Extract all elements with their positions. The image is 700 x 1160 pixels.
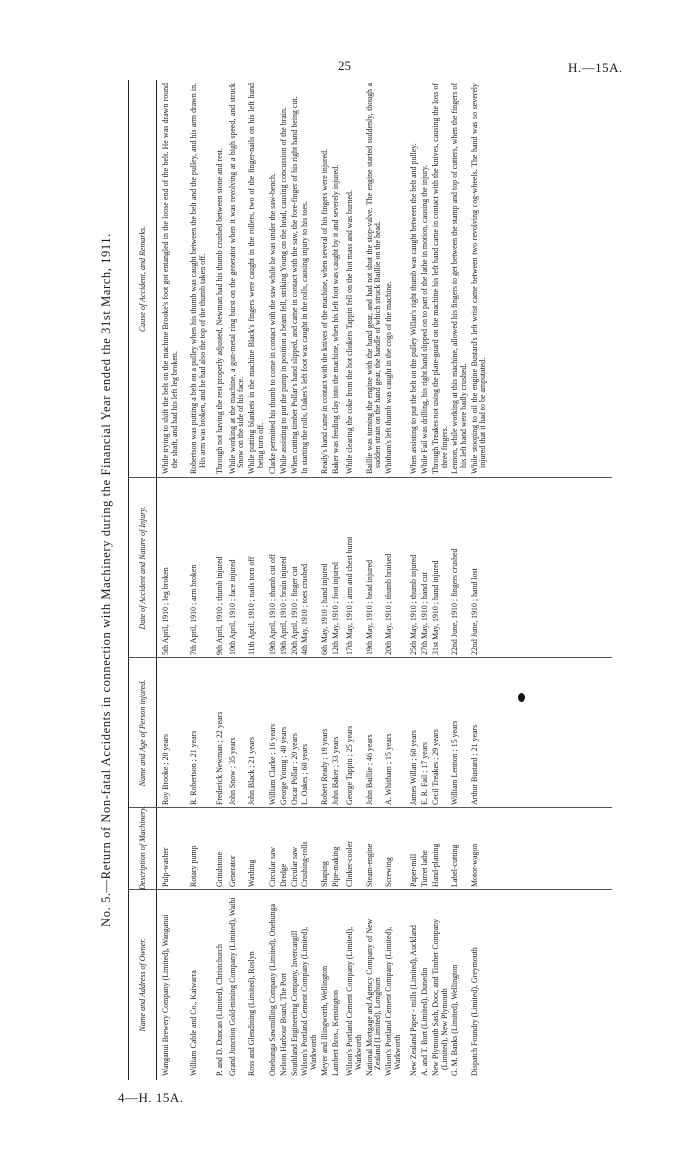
table-row <box>432 80 449 1080</box>
table-row <box>421 80 430 1080</box>
cause-cell: While clearing the coke from the hot clinkers Tappin fell on the hot mass and was burned. <box>345 190 355 474</box>
owner-cell: New Plymouth Sash, Door, and Timber Company (Limited), New Plymouth <box>430 918 449 1076</box>
document-code: H.—15A. <box>568 60 623 75</box>
table-row <box>321 80 330 1080</box>
person-cell: William Lennon ; 15 years <box>450 720 460 805</box>
date-injury-cell: 19th April, 1910 ; thumb cut off <box>268 554 278 655</box>
date-injury-cell: 22nd June, 1910 ; hand lost <box>469 568 479 655</box>
table-row <box>280 80 289 1080</box>
machinery-cell: Steam-engine <box>364 843 374 887</box>
rotated-table <box>92 80 612 1080</box>
machinery-cell: Turret lathe <box>420 850 430 887</box>
machinery-cell: Generator <box>227 855 237 887</box>
owner-cell: A. and T. Burt (Limited), Dunedin <box>420 967 430 1076</box>
person-cell: Cecil Treakes ; 29 years <box>430 729 440 805</box>
person-cell: E. R. Fail ; 17 years <box>420 742 430 805</box>
column-header-date-injury: Date of Accident and Nature of Injury. <box>138 506 147 630</box>
owner-cell: Lambert Bros., Kensington <box>330 990 340 1076</box>
table-title: No. 5.—Return of Non-fatal Accidents in connection with Machinery during the Financial Year ended the 31st March, 1911. <box>99 233 113 927</box>
column-header-cause: Cause of Accident, and Remarks. <box>138 225 147 333</box>
table-row <box>451 80 468 1080</box>
machinery-cell: Screwing <box>384 857 394 887</box>
date-injury-cell: 5th April, 1910 ; leg broken <box>161 567 170 655</box>
date-injury-cell: 10th April, 1910 ; face injured <box>227 559 237 655</box>
date-injury-cell: 9th April, 1910 ; thumb injured <box>214 556 224 655</box>
date-injury-cell: 4th May, 1910 ; toes crushed <box>300 563 310 655</box>
person-cell: William Clarke ; 16 years <box>268 723 278 805</box>
date-injury-cell: 12th May, 1910 ; foot injured <box>330 562 340 655</box>
person-cell: George Young ; 40 years <box>279 726 289 805</box>
date-injury-cell: 6th May, 1910 ; hand injured <box>319 563 329 655</box>
table-row <box>410 80 419 1080</box>
owner-cell: Meyer and Illingworth, Wellington <box>319 965 329 1076</box>
table-body <box>162 80 494 1080</box>
machinery-cell: Washing <box>246 859 256 887</box>
person-cell: John Black ; 21 years <box>246 737 256 805</box>
owner-cell: Onehunga Sawmilling Company (Limited), Onehunga <box>268 903 278 1076</box>
machinery-cell: Crushing-rolls <box>300 841 310 887</box>
date-injury-cell: 25th May, 1910 ; thumb injured <box>409 554 419 655</box>
owner-cell: Southland Engineering Company, Invercargill <box>289 930 299 1076</box>
date-injury-cell: 19th May, 1910 ; head injured <box>364 559 374 655</box>
machinery-cell: Paper-mill <box>409 853 419 887</box>
owner-cell: Wilson's Portland Cement Company (Limited), Warkworth <box>345 926 363 1076</box>
machinery-cell: Label-cutting <box>450 844 460 887</box>
person-cell: Oscar Pollar ; 20 years <box>289 733 299 805</box>
person-cell: Frederick Newman ; 22 years <box>214 711 224 805</box>
date-injury-cell: 20th May, 1910 ; thumb bruised <box>384 553 394 655</box>
machinery-cell: Grindstone <box>214 851 224 887</box>
date-injury-cell: 7th April, 1910 ; arm broken <box>189 564 199 655</box>
top-rule <box>128 80 129 1080</box>
person-cell: A. Whitham ; 15 years <box>384 733 394 805</box>
column-header-person: Name and Age of Person injured. <box>138 679 147 787</box>
owner-cell: G. M. Banks (Limited), Wellington <box>450 964 460 1076</box>
person-cell: John Baker ; 33 years <box>330 736 340 805</box>
person-cell: Arthur Bustard ; 21 years <box>469 724 479 805</box>
machinery-cell: Pipe-making <box>330 846 340 887</box>
machinery-cell: Circular saw <box>268 846 278 887</box>
person-cell: Robert Ready ; 19 years <box>319 728 329 805</box>
machinery-cell: Clinker-cooler <box>345 841 355 887</box>
owner-cell: P. and D. Duncan (Limited), Christchurch <box>214 944 224 1076</box>
cause-cell: While stooping to oil the engine Bustard's left wrist came between two revolving cog-wheels. The hand was so severely injured that it had to be amputated. <box>469 83 488 474</box>
table-row <box>301 80 318 1080</box>
person-cell: L. Oakes ; 60 years <box>300 743 310 805</box>
machinery-cell: Shaping <box>319 861 329 887</box>
owner-cell: Wilson's Portland Cement Company (Limited), Warkworth <box>300 926 319 1076</box>
header-rule <box>156 80 157 1080</box>
cause-cell: When cutting timber Pollar's hand slipped, and came in contact with the saw, the fore-finger of his right hand being cut. <box>289 96 299 474</box>
page-number: 25 <box>338 58 351 73</box>
date-injury-cell: 27th May, 1910 ; hand cut <box>420 572 430 655</box>
machinery-cell: Dredge <box>279 863 289 887</box>
cause-cell: While assisting to put the pump in position a beam fell, striking Young on the head, causing concussion of the brain. <box>279 107 289 474</box>
person-cell: R. Robertson ; 21 years <box>189 730 199 805</box>
table-row <box>346 80 363 1080</box>
owner-cell: Grand Junction Gold-mining Company (Limited), Waihi <box>227 897 237 1076</box>
machinery-cell: Pulp-washer <box>161 847 170 887</box>
table-row <box>269 80 278 1080</box>
date-injury-cell: 22nd June, 1910 ; fingers crushed <box>450 548 460 655</box>
date-injury-cell: 31st May, 1910 ; hand injured <box>430 560 440 655</box>
column-header-machinery: Description of Machinery. <box>138 805 147 890</box>
table-row <box>190 80 207 1080</box>
table-row <box>229 80 246 1080</box>
date-injury-cell: 11th April, 1910 ; nails torn off <box>246 556 256 655</box>
machinery-cell: Motor-wagon <box>469 843 479 887</box>
owner-cell: Wanganui Brewery Company (Limited), Wanganui <box>161 914 170 1076</box>
cause-cell: Through Treakes not using the plate-guard on the machine his left hand came in contact with the knives, causing the loss of three fingers. <box>430 83 449 474</box>
cause-cell: In starting the rolls, Oakes's left foot was caught in the rolls, causing injury to his toes. <box>300 201 310 474</box>
cause-cell: Ready's hand came in contact with the knives of the machine, when several of his fingers were injured. <box>319 148 329 474</box>
column-header-owner: Name and Address of Owner. <box>138 938 147 1032</box>
person-cell: Roy Brooke ; 20 years <box>161 733 170 805</box>
cause-cell: Baker was feeding clay into the machine, when his left foot was caught by it and severely injured. <box>330 164 340 474</box>
machinery-cell: Circular saw <box>289 846 299 887</box>
person-cell: James Willan ; 60 years <box>409 730 419 805</box>
owner-cell: Dispatch Foundry (Limited), Greymouth <box>469 947 479 1076</box>
cause-cell: Through not having the rest properly adjusted, Newman had his thumb crushed between stone and rest. <box>214 148 224 474</box>
machinery-cell: Rotary pump <box>189 845 199 887</box>
cause-cell: While trying to shift the belt on the machine Brooke's foot got entangled in the loose end of the belt. He was drawn round the shaft, and had his left leg broken. <box>161 83 179 474</box>
cause-cell: Lennon, while working at this machine, allowed his fingers to get between the stamp and top of cutters, when the fingers of his left hand were badly crushed. <box>450 83 468 474</box>
cause-cell: Robertson was putting a belt on a pulley when his thumb was caught between the belt and the pulley, and his arm drawn in. His arm was broken, and he had also the top of the thumb taken off. <box>189 83 208 474</box>
cause-cell: While working at the machine, a gun-metal ring burst on the generator when it was revolving at a high speed, and struck Snow on the side of his face. <box>227 83 246 474</box>
person-cell: John Baillie ; 46 years <box>364 734 374 805</box>
person-cell: John Snow ; 35 years <box>227 737 237 805</box>
table-row <box>216 80 225 1080</box>
cause-cell: Whitham's left thumb was caught in the cogs of the machine. <box>384 281 394 474</box>
owner-cell: National Mortgage and Agency Company of New Zealand (Limited), Longburn <box>364 918 383 1076</box>
owner-cell: New Zealand Paper - mills (Limited), Auckland <box>409 925 419 1076</box>
date-injury-cell: 17th May, 1910 ; arm and chest burnt <box>345 536 355 655</box>
cause-cell: While Fail was drilling, his right hand slipped on to part of the lathe in motion, causing the injury. <box>420 164 430 474</box>
owner-cell: Nelson Harbour Board, The Port <box>279 972 289 1076</box>
cause-cell: When assisting to put the belt on the pulley Willan's right thumb was caught between the belt and pulley. <box>409 143 419 474</box>
owner-cell: Wilson's Portland Cement Company (Limited), Warkworth <box>384 926 402 1076</box>
machinery-cell: Hand-planing <box>430 843 440 887</box>
table-row <box>248 80 265 1080</box>
table-row <box>162 80 179 1080</box>
person-cell: George Tappin ; 25 years <box>345 725 355 805</box>
owner-cell: William Cable and Co., Kaiwarra <box>189 970 199 1076</box>
table-row <box>366 80 383 1080</box>
date-injury-cell: 20th April, 1910 ; finger cut <box>289 566 299 655</box>
cause-cell: Clarke permitted his thumb to come in contact with the saw while he was under the saw-bench. <box>268 173 278 474</box>
date-injury-cell: 19th April, 1910 ; brain injured <box>279 556 289 655</box>
table-row <box>332 80 341 1080</box>
owner-cell: Ross and Glendining (Limited), Roslyn <box>246 951 256 1076</box>
cause-cell: While putting blankets in the machine Black's fingers were caught in the rollers, two of the finger-nails on his left hand being torn off. <box>246 83 265 474</box>
cause-cell: Baillie was turning the engine with the hand gear, and had not shut the stop-valve. The engine started suddenly, though a sudden strain on the hand gear, the handle of which struck Baillie on the head. <box>364 83 383 474</box>
table-row <box>291 80 300 1080</box>
table-row <box>385 80 402 1080</box>
table-row <box>471 80 488 1080</box>
sheet-reference: 4—H. 15A. <box>118 1090 184 1105</box>
